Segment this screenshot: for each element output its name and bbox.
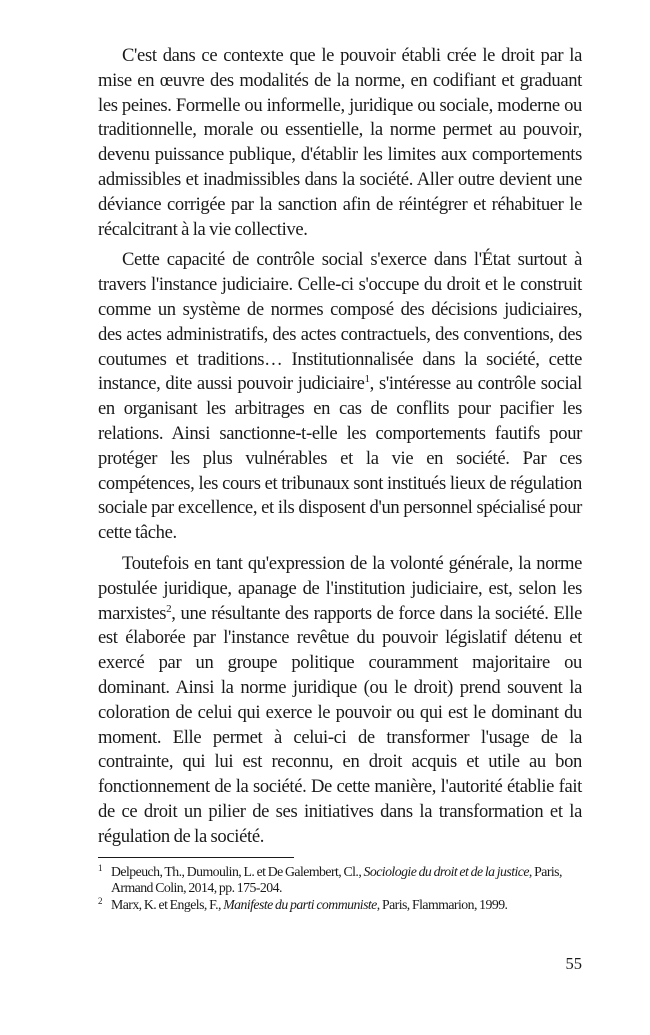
footnote-1-title: Sociologie du droit et de la justice bbox=[363, 863, 529, 879]
paragraph-2-text-b: , s'intéresse au contrôle social en organisant les arbitrages en cas de conflits pour pacifier les relations. Ainsi sanctionne-t-elle les comportements fautifs pour protéger les plus vulnérables et la vie en société. Par ces compétences, les cours et tribunaux sont institués lieux de régulation sociale par excellence, et ils disposent d'un personnel spécialisé pour cette tâche. bbox=[98, 373, 583, 544]
page-number: 55 bbox=[565, 954, 582, 973]
footnote-2-publication: , Paris, Flammarion, 1999. bbox=[376, 896, 508, 912]
footnote-1: 1 Delpeuch, Th., Dumoulin, L. et De Galembert, Cl., Sociologie du droit et de la justice, Paris, Armand Colin, 2014, pp. 175-204. bbox=[98, 862, 562, 895]
footnote-2-title: Manifeste du parti communiste bbox=[223, 896, 377, 912]
footnote-divider bbox=[98, 857, 294, 858]
paragraph-1: C'est dans ce contexte que le pouvoir établi crée le droit par la mise en œuvre des modalités de la norme, en codifiant et graduant les peines. Formelle ou informelle, juridique ou sociale, moderne ou traditionnelle, morale ou essentielle, la norme permet au pouvoir, devenu puissance publique, d'établir les limites aux comportements admissibles et inadmissibles dans la société. Aller outre devient une déviance corrigée par la sanction afin de réintégrer et réhabituer le récalcitrant à la vie collective. bbox=[98, 45, 582, 240]
footnote-ref-1[interactable]: 1 bbox=[364, 373, 370, 386]
footnote-ref-2[interactable]: 2 bbox=[166, 602, 172, 615]
paragraph-3 bbox=[98, 552, 582, 850]
footnote-1-publication: , Paris, Armand Colin, 2014, pp. 175-204. bbox=[111, 863, 562, 895]
paragraph-3-text-b: , une résultante des rapports de force dans la société. Elle est élaborée par l'instance revêtue du pouvoir législatif détenu et exercé par un groupe politique couramment majoritaire ou dominant. Ainsi la norme juridique (ou le droit) prend souvent la coloration de celui qui exerce le pouvoir ou qui est le dominant du moment. Elle permet à celui-ci de transformer l'usage de la contrainte, qui lui est reconnu, en droit acquis et utile au bon fonctionnement de la société. De cette manière, l'autorité établie fait de ce droit un pilier de ses initiatives dans la transformation et la régulation de la société. bbox=[98, 602, 582, 847]
footnote-2-authors: Marx, K. et Engels, F., bbox=[111, 896, 224, 912]
footnote-2: 2 Marx, K. et Engels, F., Manifeste du parti communiste, Paris, Flammarion, 1999. bbox=[98, 895, 508, 912]
paragraph-2 bbox=[98, 248, 582, 546]
paragraph-3-text-a: Toutefois en tant qu'expression de la volonté générale, la norme postulée juridique, apanage de l'institution judiciaire, est, selon les marxistes bbox=[98, 552, 582, 624]
footnote-1-authors: Delpeuch, Th., Dumoulin, L. et De Galembert, Cl., bbox=[111, 863, 364, 879]
page-body bbox=[98, 44, 582, 913]
paragraph-2-text-a: Cette capacité de contrôle social s'exerce dans l'État surtout à travers l'instance judiciaire. Celle-ci s'occupe du droit et le construit comme un système de normes composé des décisions judiciaires, des actes administratifs, des actes contractuels, des conventions, des coutumes et traditions… Institutionnalisée dans la société, cette instance, dite aussi pouvoir judiciaire bbox=[98, 249, 582, 395]
